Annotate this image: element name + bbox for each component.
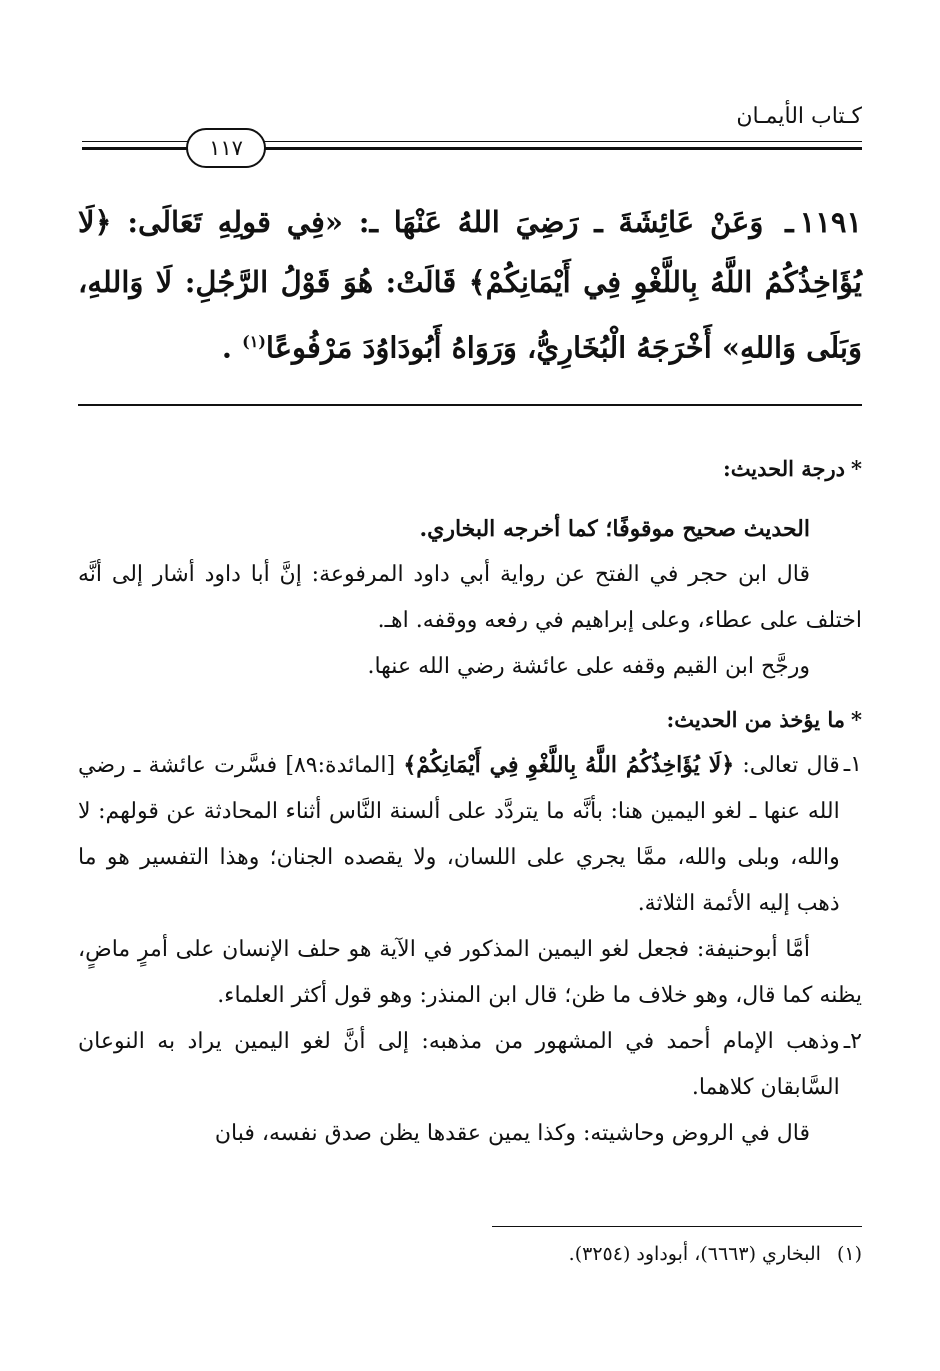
hadith-text-part-1: وَعَنْ عَائِشَةَ ـ رَضِيَ اللهُ عَنْهَا ـ: «فِي قولِهِ تَعَالَى: <box>127 205 764 239</box>
star-icon: * <box>851 456 862 481</box>
running-title: كـتاب الأيمـان <box>736 104 862 129</box>
hadith-dash: ـ <box>785 205 794 239</box>
lessons-section <box>78 742 862 1157</box>
lesson-item-1-body: [المائدة:٨٩] فسَّرت عائشة ـ رضي الله عنها ـ لغو اليمين هنا: بأنَّه ما يتردَّد على ألسنة النَّاس أثناء المحادثة عن قولهم: لا والله، وبلى والله، ممَّا يجري على اللسان، ولا يقصده الجنان؛ وهذا التفسير هو ما ذهب إليه الأئمة الثلاثة. <box>78 753 840 916</box>
quran-verse-inline: ﴿لَا يُؤَاخِذُكُمُ اللَّهُ بِاللَّغْوِ فِي أَيْمَانِكُمْ﴾ <box>403 752 735 778</box>
grade-section <box>78 506 862 690</box>
star-icon: * <box>851 707 862 732</box>
footnote-1-text: البخاري (٦٦٦٣)، أبوداود (٣٢٥٤). <box>568 1243 821 1265</box>
footnote-rule <box>492 1226 862 1227</box>
lesson-item-2-text: وذهب الإمام أحمد في المشهور من مذهبه: إلى أنَّ لغو اليمين يراد به النوعان السَّابقان كلاهما. <box>78 1029 840 1100</box>
lesson-item-1-intro: قال تعالى: <box>742 753 840 778</box>
hadith-end: . <box>221 330 233 365</box>
lesson-item-2 <box>78 1019 862 1111</box>
lesson-item-1-text <box>78 742 840 927</box>
lesson-item-2-marker: ٢ـ <box>843 1029 862 1054</box>
rawd-paragraph: قال في الروض وحاشيته: وكذا يمين عقدها يظن صدق نفسه، فبان <box>214 1121 810 1146</box>
footnote-1 <box>569 1243 862 1265</box>
ibn-qayyim-paragraph: ورجَّح ابن القيم وقفه على عائشة رضي الله عنها. <box>367 654 810 679</box>
lesson-item-1-marker: ١ـ <box>843 752 862 777</box>
ibn-hajar-paragraph: قال ابن حجر في الفتح عن رواية أبي داود المرفوعة: إنَّ أبا داود أشار إلى أنَّه اختلف على عطاء، وعلى إبراهيم في رفعه ووقفه. اهـ. <box>78 562 862 633</box>
page-number: ١١٧ <box>186 128 266 168</box>
abu-hanifa-paragraph: أمَّا أبوحنيفة: فجعل لغو اليمين المذكور في الآية هو حلف الإنسان على أمرٍ ماضٍ، يظنه كما قال، وهو خلاف ما ظن؛ قال ابن المنذر: وهو قول أكثر العلماء. <box>78 937 862 1008</box>
grade-statement: الحديث صحيح موقوفًا؛ كما أخرجه البخاري. <box>419 516 810 542</box>
lesson-item-1 <box>78 742 862 927</box>
heading-lessons <box>666 707 862 732</box>
heading-hadith-grade-text: درجة الحديث: <box>722 456 846 481</box>
heading-hadith-grade <box>723 456 862 481</box>
footnote-reference[interactable]: (١) <box>242 332 266 351</box>
hadith-number: ١١٩١ <box>799 205 862 239</box>
section-divider <box>78 404 862 406</box>
hadith-text <box>78 192 862 378</box>
quran-verse: ﴿لَا يُؤَاخِذُكُمُ اللَّهُ بِاللَّغْوِ فِي أَيْمَانِكُمْ﴾ <box>78 205 862 299</box>
hadith-text-part-2: قَالَتْ: هُوَ قَوْلُ الرَّجُلِ: لَا وَاللهِ، وَبَلَى وَاللهِ» أَخْرَجَهُ الْبُخَارِيُّ، وَرَوَاهُ أَبُودَاوُدَ مَرْفُوعًا <box>78 265 862 365</box>
footnote-1-mark: (١) <box>836 1243 862 1265</box>
heading-lessons-text: ما يؤخذ من الحديث: <box>666 707 846 732</box>
